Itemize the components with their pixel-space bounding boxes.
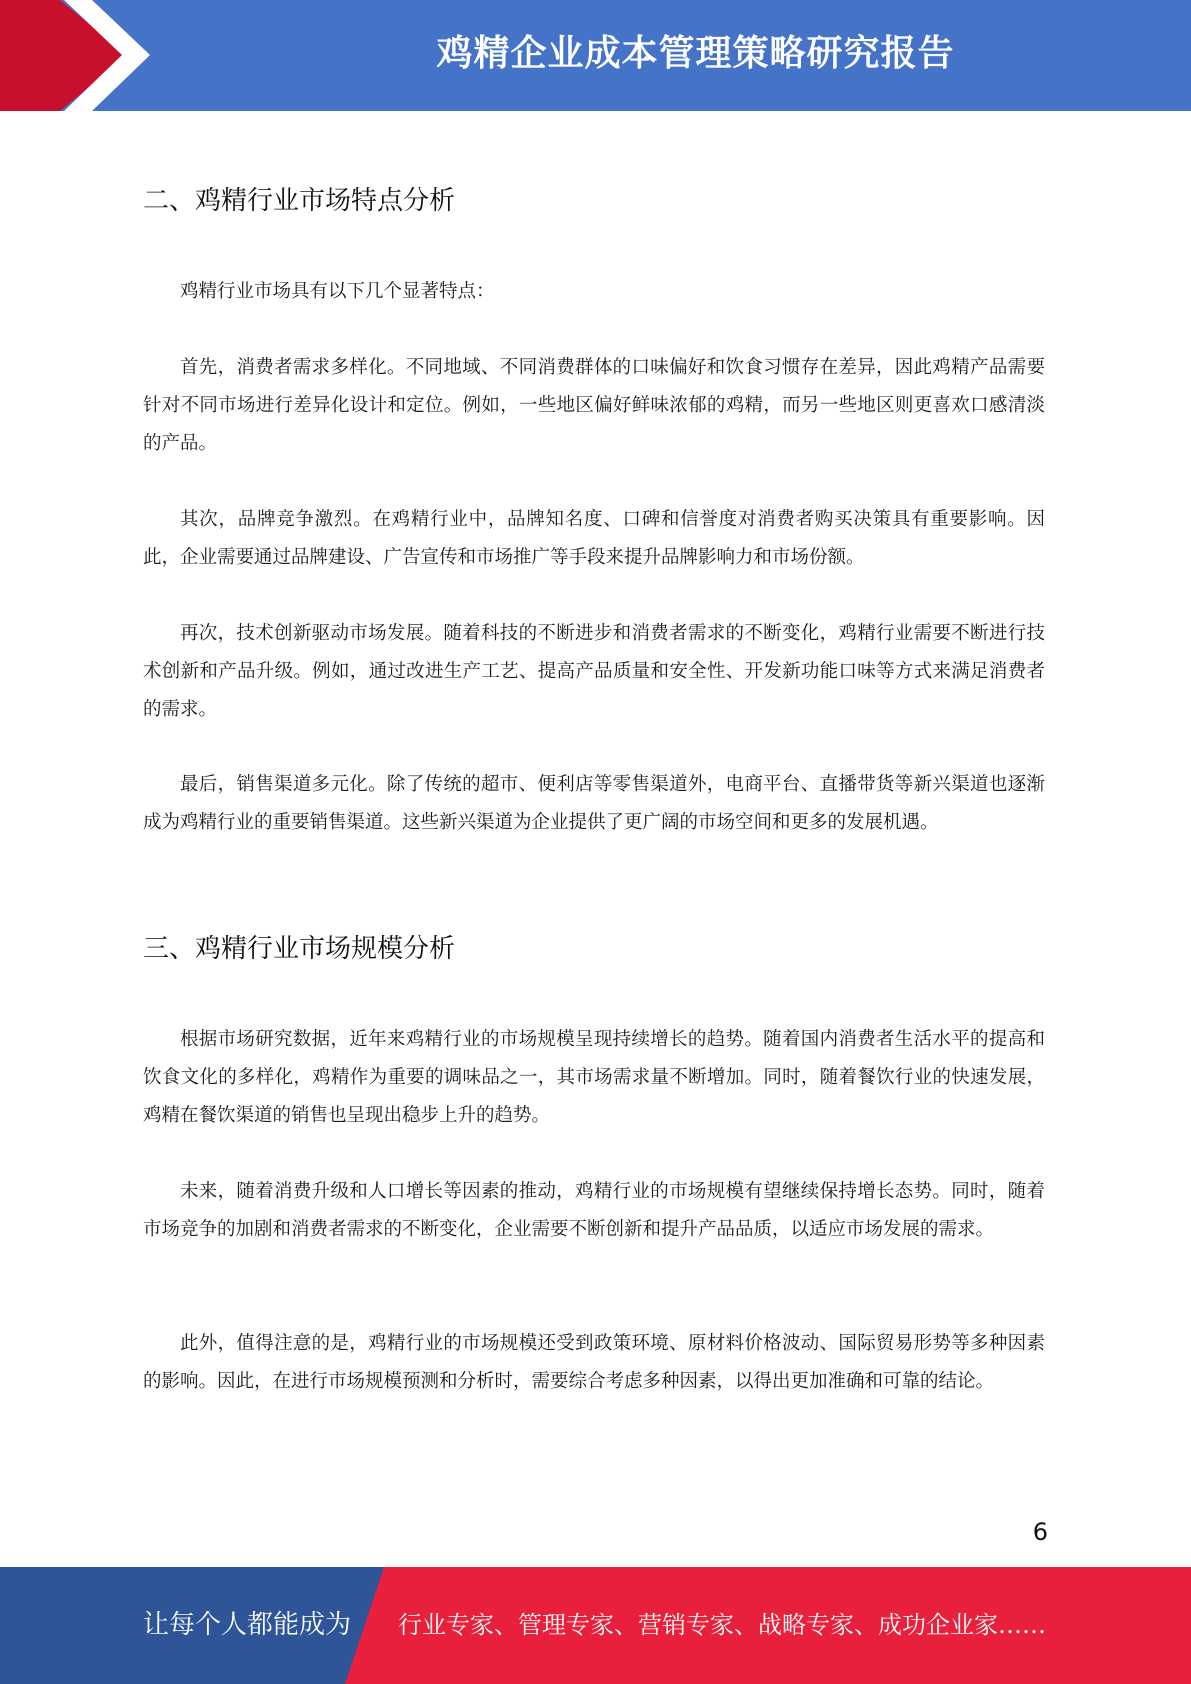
paragraph: 最后，销售渠道多元化。除了传统的超市、便利店等零售渠道外，电商平台、直播带货等新兴渠道也逐渐成为鸡精行业的重要销售渠道。这些新兴渠道为企业提供了更广阔的市场空间和更多的发展机遇。 bbox=[143, 774, 1045, 833]
paragraph: 首先，消费者需求多样化。不同地域、不同消费群体的口味偏好和饮食习惯存在差异，因此鸡精产品需要针对不同市场进行差异化设计和定位。例如，一些地区偏好鲜味浓郁的鸡精，而另一些地区则更喜欢口感清淡的产品。 bbox=[143, 357, 1045, 454]
section-heading-market-features: 二、鸡精行业市场特点分析 bbox=[143, 186, 456, 216]
paragraph: 鸡精行业市场具有以下几个显著特点： bbox=[180, 281, 495, 302]
page-number: 6 bbox=[1032, 1518, 1048, 1546]
paragraph: 再次，技术创新驱动市场发展。随着科技的不断进步和消费者需求的不断变化，鸡精行业需要不断进行技术创新和产品升级。例如，通过改进生产工艺、提高产品质量和安全性、开发新功能口味等方式来满足消费者的需求。 bbox=[143, 623, 1045, 720]
paragraph: 其次，品牌竞争激烈。在鸡精行业中，品牌知名度、口碑和信誉度对消费者购买决策具有重要影响。因此，企业需要通过品牌建设、广告宣传和市场推广等手段来提升品牌影响力和市场份额。 bbox=[143, 509, 1045, 568]
paragraph: 此外，值得注意的是，鸡精行业的市场规模还受到政策环境、原材料价格波动、国际贸易形势等多种因素的影响。因此，在进行市场规模预测和分析时，需要综合考虑多种因素，以得出更加准确和可靠的结论。 bbox=[143, 1333, 1045, 1392]
footer-slogan-left: 让每个人都能成为 bbox=[143, 1610, 352, 1640]
section-heading-market-size: 三、鸡精行业市场规模分析 bbox=[143, 934, 456, 964]
paragraph: 根据市场研究数据，近年来鸡精行业的市场规模呈现持续增长的趋势。随着国内消费者生活水平的提高和饮食文化的多样化，鸡精作为重要的调味品之一，其市场需求量不断增加。同时，随着餐饮行业的快速发展，鸡精在餐饮渠道的销售也呈现出稳步上升的趋势。 bbox=[143, 1029, 1045, 1126]
footer-banner bbox=[0, 1567, 1191, 1684]
header-banner bbox=[0, 0, 1191, 111]
report-title: 鸡精企业成本管理策略研究报告 bbox=[436, 33, 955, 74]
footer-slogan-right: 行业专家、管理专家、营销专家、战略专家、成功企业家…… bbox=[398, 1611, 1046, 1639]
paragraph: 未来，随着消费升级和人口增长等因素的推动，鸡精行业的市场规模有望继续保持增长态势。同时，随着市场竞争的加剧和消费者需求的不断变化，企业需要不断创新和提升产品品质，以适应市场发展的需求。 bbox=[143, 1181, 1045, 1240]
